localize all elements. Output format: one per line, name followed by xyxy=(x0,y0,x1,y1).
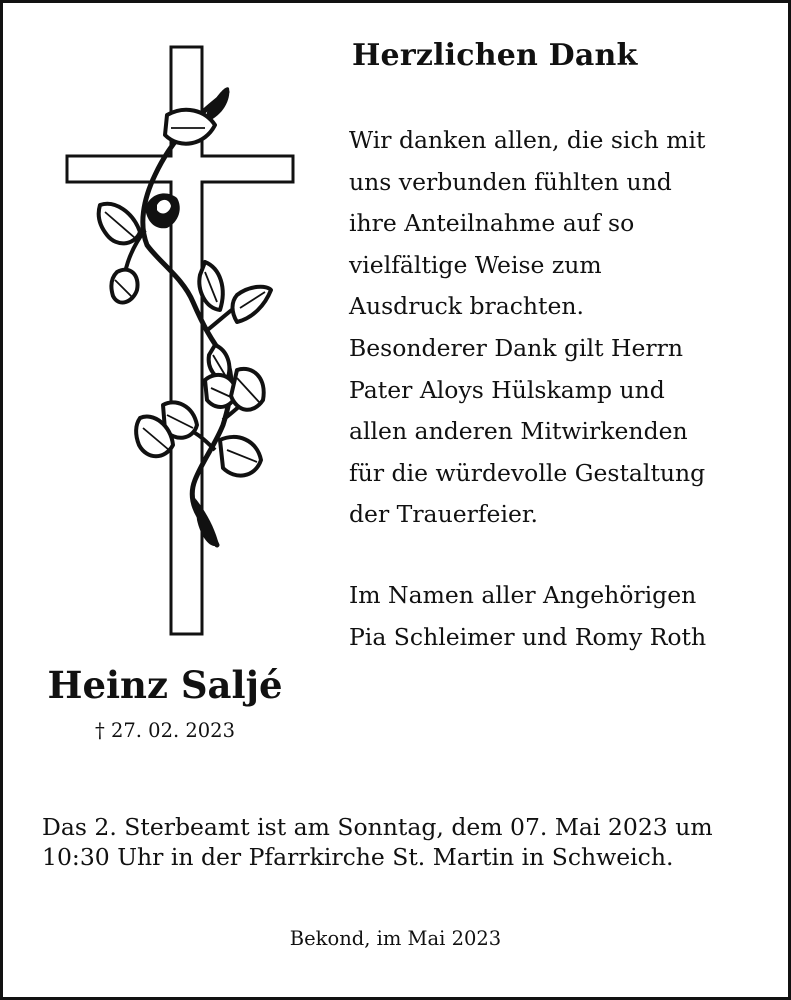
thanks-line: Wir danken allen, die sich mit xyxy=(349,126,706,154)
thanks-line: vielfältige Weise zum xyxy=(349,250,602,279)
service-notice-line: 10:30 Uhr in der Pfarrkirche St. Martin in Schweich. xyxy=(42,843,674,871)
thanks-line: Ausdruck brachten. xyxy=(349,292,584,321)
service-notice xyxy=(42,812,762,872)
thanks-text xyxy=(349,120,769,536)
signature-line: Im Namen aller Angehörigen xyxy=(349,581,697,609)
thanks-line: für die würdevolle Gestaltung xyxy=(349,458,706,487)
death-date: † 27. 02. 2023 xyxy=(95,719,235,742)
thanks-line: der Trauerfeier. xyxy=(349,500,538,529)
thanks-line: allen anderen Mitwirkenden xyxy=(349,417,688,446)
thanks-line: Besonderer Dank gilt Herrn xyxy=(349,333,684,362)
heading: Herzlichen Dank xyxy=(352,38,638,73)
thanks-line: ihre Anteilnahme auf so xyxy=(349,209,635,238)
service-notice-line: Das 2. Sterbeamt ist am Sonntag, dem 07. Mai 2023 um xyxy=(42,813,713,841)
thanks-line: Pater Aloys Hülskamp und xyxy=(349,375,665,404)
place-date: Bekond, im Mai 2023 xyxy=(289,927,502,950)
signature xyxy=(349,574,769,658)
cross-with-rose-icon xyxy=(55,40,305,640)
thanks-line: uns verbunden fühlten und xyxy=(349,167,672,196)
signature-line: Pia Schleimer und Romy Roth xyxy=(349,623,707,651)
deceased-name: Heinz Saljé xyxy=(47,663,283,707)
